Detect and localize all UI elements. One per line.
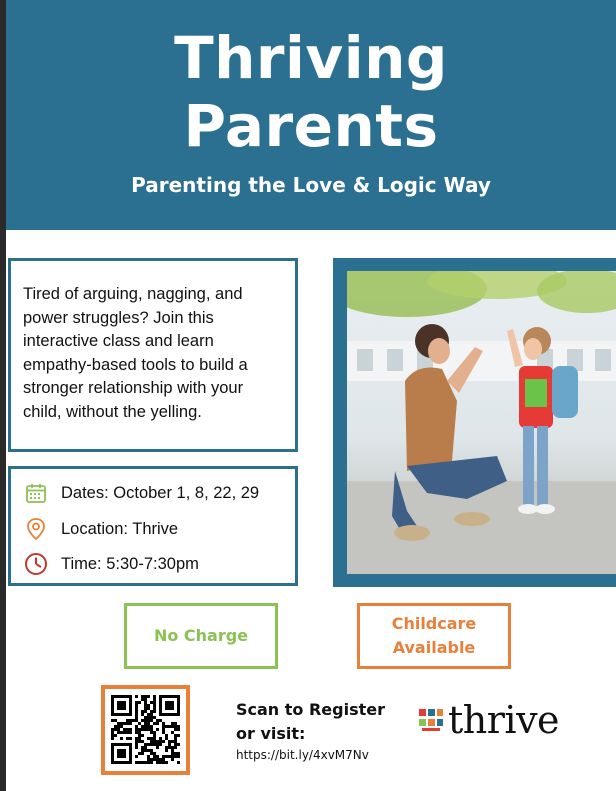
register-info — [236, 698, 385, 762]
dates-row — [23, 478, 259, 508]
location-pin-icon — [23, 516, 49, 542]
thrive-logo — [418, 700, 559, 740]
subtitle: Parenting the Love & Logic Way — [131, 173, 491, 197]
thrive-logo-word: thrive — [448, 698, 560, 742]
location-row — [23, 514, 178, 544]
location-text: Location: Thrive — [61, 519, 179, 538]
childcare-badge — [357, 603, 511, 669]
header-banner — [6, 0, 616, 230]
qr-code-icon — [111, 695, 180, 765]
childcare-label-line-2: Available — [392, 638, 476, 657]
title-line-2: Parents — [183, 92, 439, 160]
childcare-label-line-1: Childcare — [391, 614, 477, 633]
register-url-link[interactable]: https://bit.ly/4xvM7Nv — [236, 748, 369, 762]
no-charge-badge — [124, 603, 278, 669]
title-line-1: Thriving — [174, 24, 448, 92]
register-line-2: or visit: — [236, 724, 306, 743]
photo-frame — [333, 258, 616, 587]
clock-icon — [23, 551, 49, 577]
description-box — [8, 258, 298, 452]
qr-code[interactable] — [101, 685, 190, 775]
time-text: Time: 5:30-7:30pm — [61, 554, 199, 573]
time-row — [23, 549, 199, 579]
thrive-logo-mark-icon — [418, 707, 444, 733]
dates-text: Dates: October 1, 8, 22, 29 — [61, 483, 260, 502]
photo-parent-child-high-five — [347, 271, 616, 574]
calendar-icon — [23, 480, 49, 506]
description-text: Tired of arguing, nagging, and power struggles? Join this interactive class and learn empathy-based tools to build a stronger relationship with your child, without the yelling. — [23, 285, 248, 421]
register-line-1: Scan to Register — [236, 700, 385, 719]
details-box — [8, 466, 298, 586]
no-charge-label: No Charge — [153, 626, 249, 645]
